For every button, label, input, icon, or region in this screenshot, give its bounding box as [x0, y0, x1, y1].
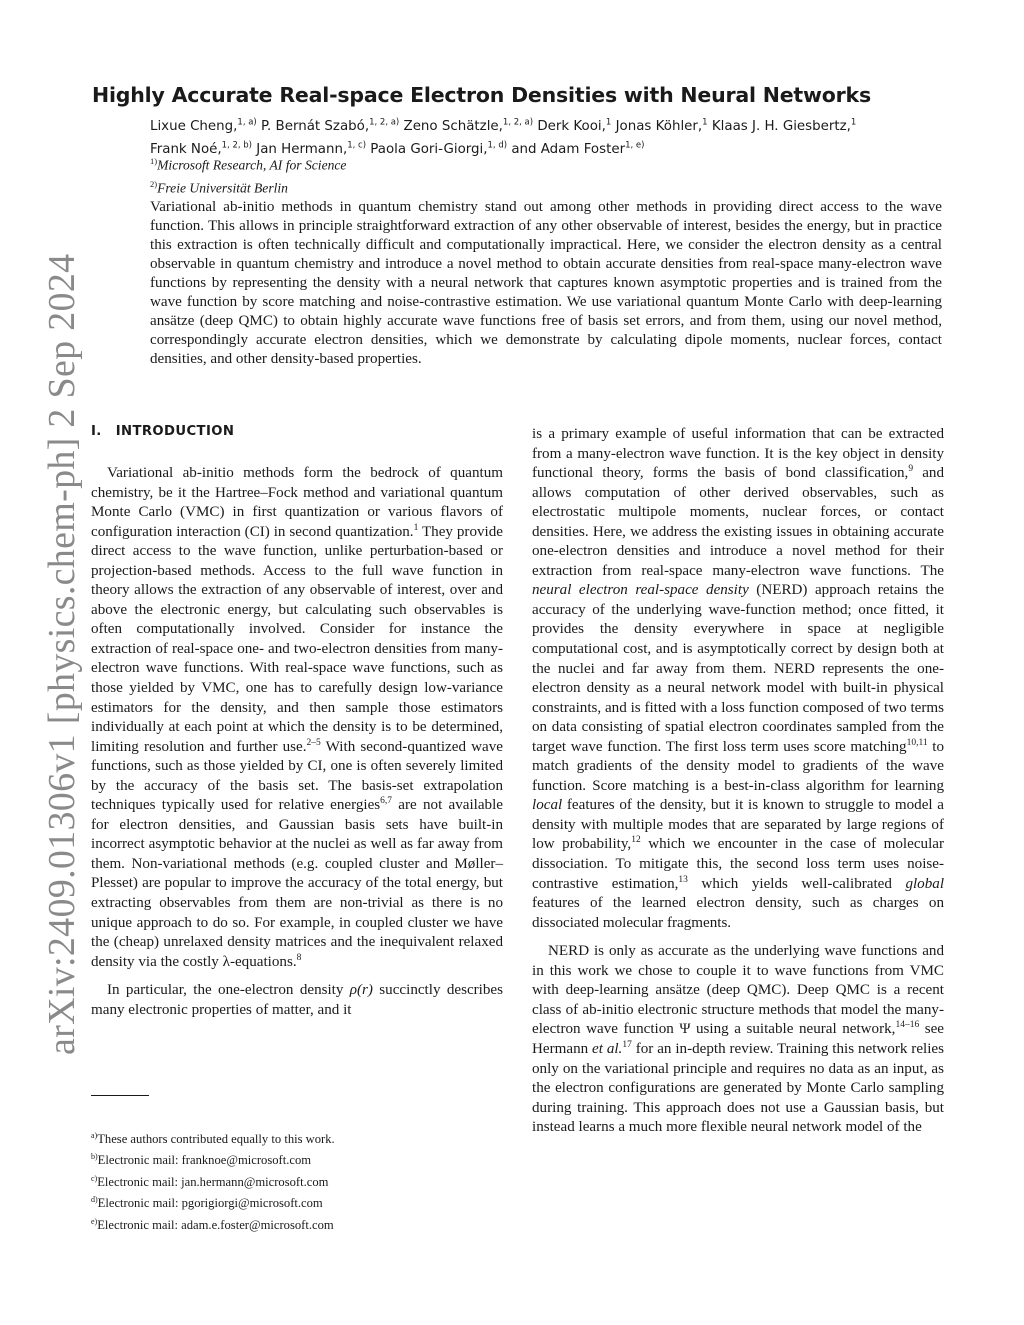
citation-ref: 1	[413, 522, 419, 533]
citation-ref: 9	[908, 464, 914, 475]
right-column	[532, 425, 944, 1138]
arxiv-identifier-stamp: arXiv:2409.01306v1 [physics.chem-ph] 2 Sep 2024	[41, 253, 83, 1055]
left-column	[91, 464, 503, 1020]
footnote: $^{b)}$Electronic mail: franknoe@microsoft.com	[91, 1152, 312, 1168]
citation-ref: 17	[622, 1039, 632, 1050]
author: Zeno Schätzle,$^{1, 2, a)}$	[403, 118, 534, 135]
paragraph: is a primary example of useful information that can be extracted from a many-electron wave function. It is the key object in density functional theory, forms the basis of bond classification,$^9$ and allows computation of other derived observables, such as electrostatic multipole moments, nuclear forces, or contact densities. Here, we address the existing issues in obtaining accurate one-electron densities and introduce a novel method for their extraction from real-space many-electron wave functions. The neural electron real-space density (NERD) approach retains the accuracy of the underlying wave-function method; once fitted, it provides the density everywhere in space at negligible computational cost, and is asymptotically correct by design both at the nuclei and far away from them. NERD represents the one-electron density as a neural network model with built-in physical constraints, and is fitted with a loss function composed of two terms on data consisting of spatial electron coordinates sampled from the target wave function. The first loss term uses score matching$^{10,11}$ to match gradients of the density model to gradients of the wave function. Score matching is a best-in-class algorithm for learning local features of the density, but it is known to struggle to model a density with multiple modes that are separated by large regions of low probability,$^{12}$ which we encounter in the case of molecular dissociation. To mitigate this, the second loss term uses noise-contrastive estimation,$^{13}$ which yields well-calibrated global features of the learned electron density, such as charges on dissociated molecular fragments.	[532, 426, 945, 931]
footnote-rule	[91, 1095, 149, 1096]
author: P. Bernát Szabó,$^{1, 2, a)}$	[261, 118, 400, 135]
author: and Adam Foster$^{1, e)}$	[511, 140, 645, 157]
affiliations	[150, 152, 650, 197]
citation-ref: 6,7	[380, 796, 393, 807]
author: Derk Kooi,$^1$	[537, 118, 612, 135]
paper-title: Highly Accurate Real-space Electron Densities with Neural Networks	[92, 83, 871, 107]
author: Jonas Köhler,$^1$	[615, 118, 708, 135]
footnote: $^{e)}$Electronic mail: adam.e.foster@microsoft.com	[91, 1216, 334, 1232]
paragraph: In particular, the one-electron density ρ(r) succinctly describes many electronic properties of matter, and it	[91, 982, 503, 1018]
paragraph: Variational ab-initio methods form the bedrock of quantum chemistry, be it the Hartree–Fock method and variational quantum Monte Carlo (VMC) in first quantization or various flavors of configuration interaction (CI) in second quantization.$^1$ They provide direct access to the wave function, unlike perturbation-based or projection-based methods. Access to the full wave function in theory allows the extraction of any observable of interest, over and above the electronic energy, but calculating such observables is often computationally involved. Consider for instance the extraction of real-space one- and two-electron densities from many-electron wave functions. With real-space wave functions, such as those yielded by VMC, one has to carefully design low-variance estimators for the density, and then sample those estimators individually at each point at which the density is to be determined, limiting resolution and further use.$^{2-5}$ With second-quantized wave functions, such as those yielded by CI, one is often severely limited by the accuracy of the basis set. The basis-set extrapolation techniques typically used for relative energies$^{6,7}$ are not available for electron densities, and Gaussian basis sets have built-in incorrect asymptotic behavior at the nuclei as well as far away from them. Non-variational methods (e.g. coupled cluster and Møller–Plesset) are popular to improve the accuracy of the total energy, but extracting observables from them are non-trivial as there is no unique approach to do so. For example, in coupled cluster we have the (cheap) unrelaxed density matrices and the inequivalent relaxed density via the costly λ-equations.$^8$	[91, 465, 503, 970]
section-heading: I. INTRODUCTION	[91, 424, 235, 439]
math-rho: ρ(r)	[349, 982, 373, 999]
author: Jan Hermann,$^{1, c)}$	[256, 140, 367, 157]
citation-ref: 2–5	[306, 737, 321, 748]
author: Lixue Cheng,$^{1, a)}$	[150, 118, 257, 135]
footnote: $^{a)}$These authors contributed equally to this work.	[91, 1131, 335, 1147]
citation-ref: 14–16	[895, 1020, 920, 1031]
citation-ref: 10,11	[906, 737, 928, 748]
abstract: Variational ab-initio methods in quantum chemistry stand out among other methods in providing direct access to the wave function. This allows in principle straightforward extraction of any other observable of interest, besides the energy, but in practice this extraction is often technically difficult and computationally impractical. Here, we consider the electron density as a central observable in quantum chemistry and introduce a novel method to obtain accurate densities from real-space many-electron wave functions by representing the density with a neural network that captures known asymptotic properties and is trained from the wave function by score matching and noise-contrastive estimation. We use variational quantum Monte Carlo with deep-learning ansätze (deep QMC) to obtain highly accurate wave functions free of basis set errors, and from them, using our novel method, correspondingly accurate electron densities, which we demonstrate by calculating dipole moments, nuclear forces, contact densities, and other density-based properties.	[150, 199, 942, 368]
citation-ref: 12	[631, 835, 641, 846]
author: Frank Noé,$^{1, 2, b)}$	[150, 140, 252, 157]
author: Klaas J. H. Giesbertz,$^1$	[711, 118, 857, 135]
affiliation: $^{2)}$Freie Universität Berlin	[150, 178, 288, 196]
author: Paola Gori-Giorgi,$^{1, d)}$	[370, 140, 508, 157]
footnote: $^{d)}$Electronic mail: pgorigiorgi@microsoft.com	[91, 1195, 323, 1211]
citation-ref: 8	[296, 952, 302, 963]
footnote: $^{c)}$Electronic mail: jan.hermann@microsoft.com	[91, 1173, 329, 1189]
footnotes	[91, 1127, 511, 1234]
affiliation: $^{1)}$Microsoft Research, AI for Science	[150, 156, 347, 173]
citation-ref: 13	[678, 874, 688, 885]
paragraph: NERD is only as accurate as the underlying wave functions and in this work we chose to couple it to wave functions from VMC with deep-learning ansätze (deep QMC). Deep QMC is a recent class of ab-initio electronic structure methods that model the many-electron wave function Ψ using a suitable neural network,$^{14-16}$ see Hermann et al.$^{17}$ for an in-depth review. Training this network relies only on the variational principle and requires no data as an input, as the electron configurations are generated by Monte Carlo sampling during training. This approach does not use a Gaussian basis, but instead learns a much more flexible neural network model of the	[532, 943, 945, 1136]
